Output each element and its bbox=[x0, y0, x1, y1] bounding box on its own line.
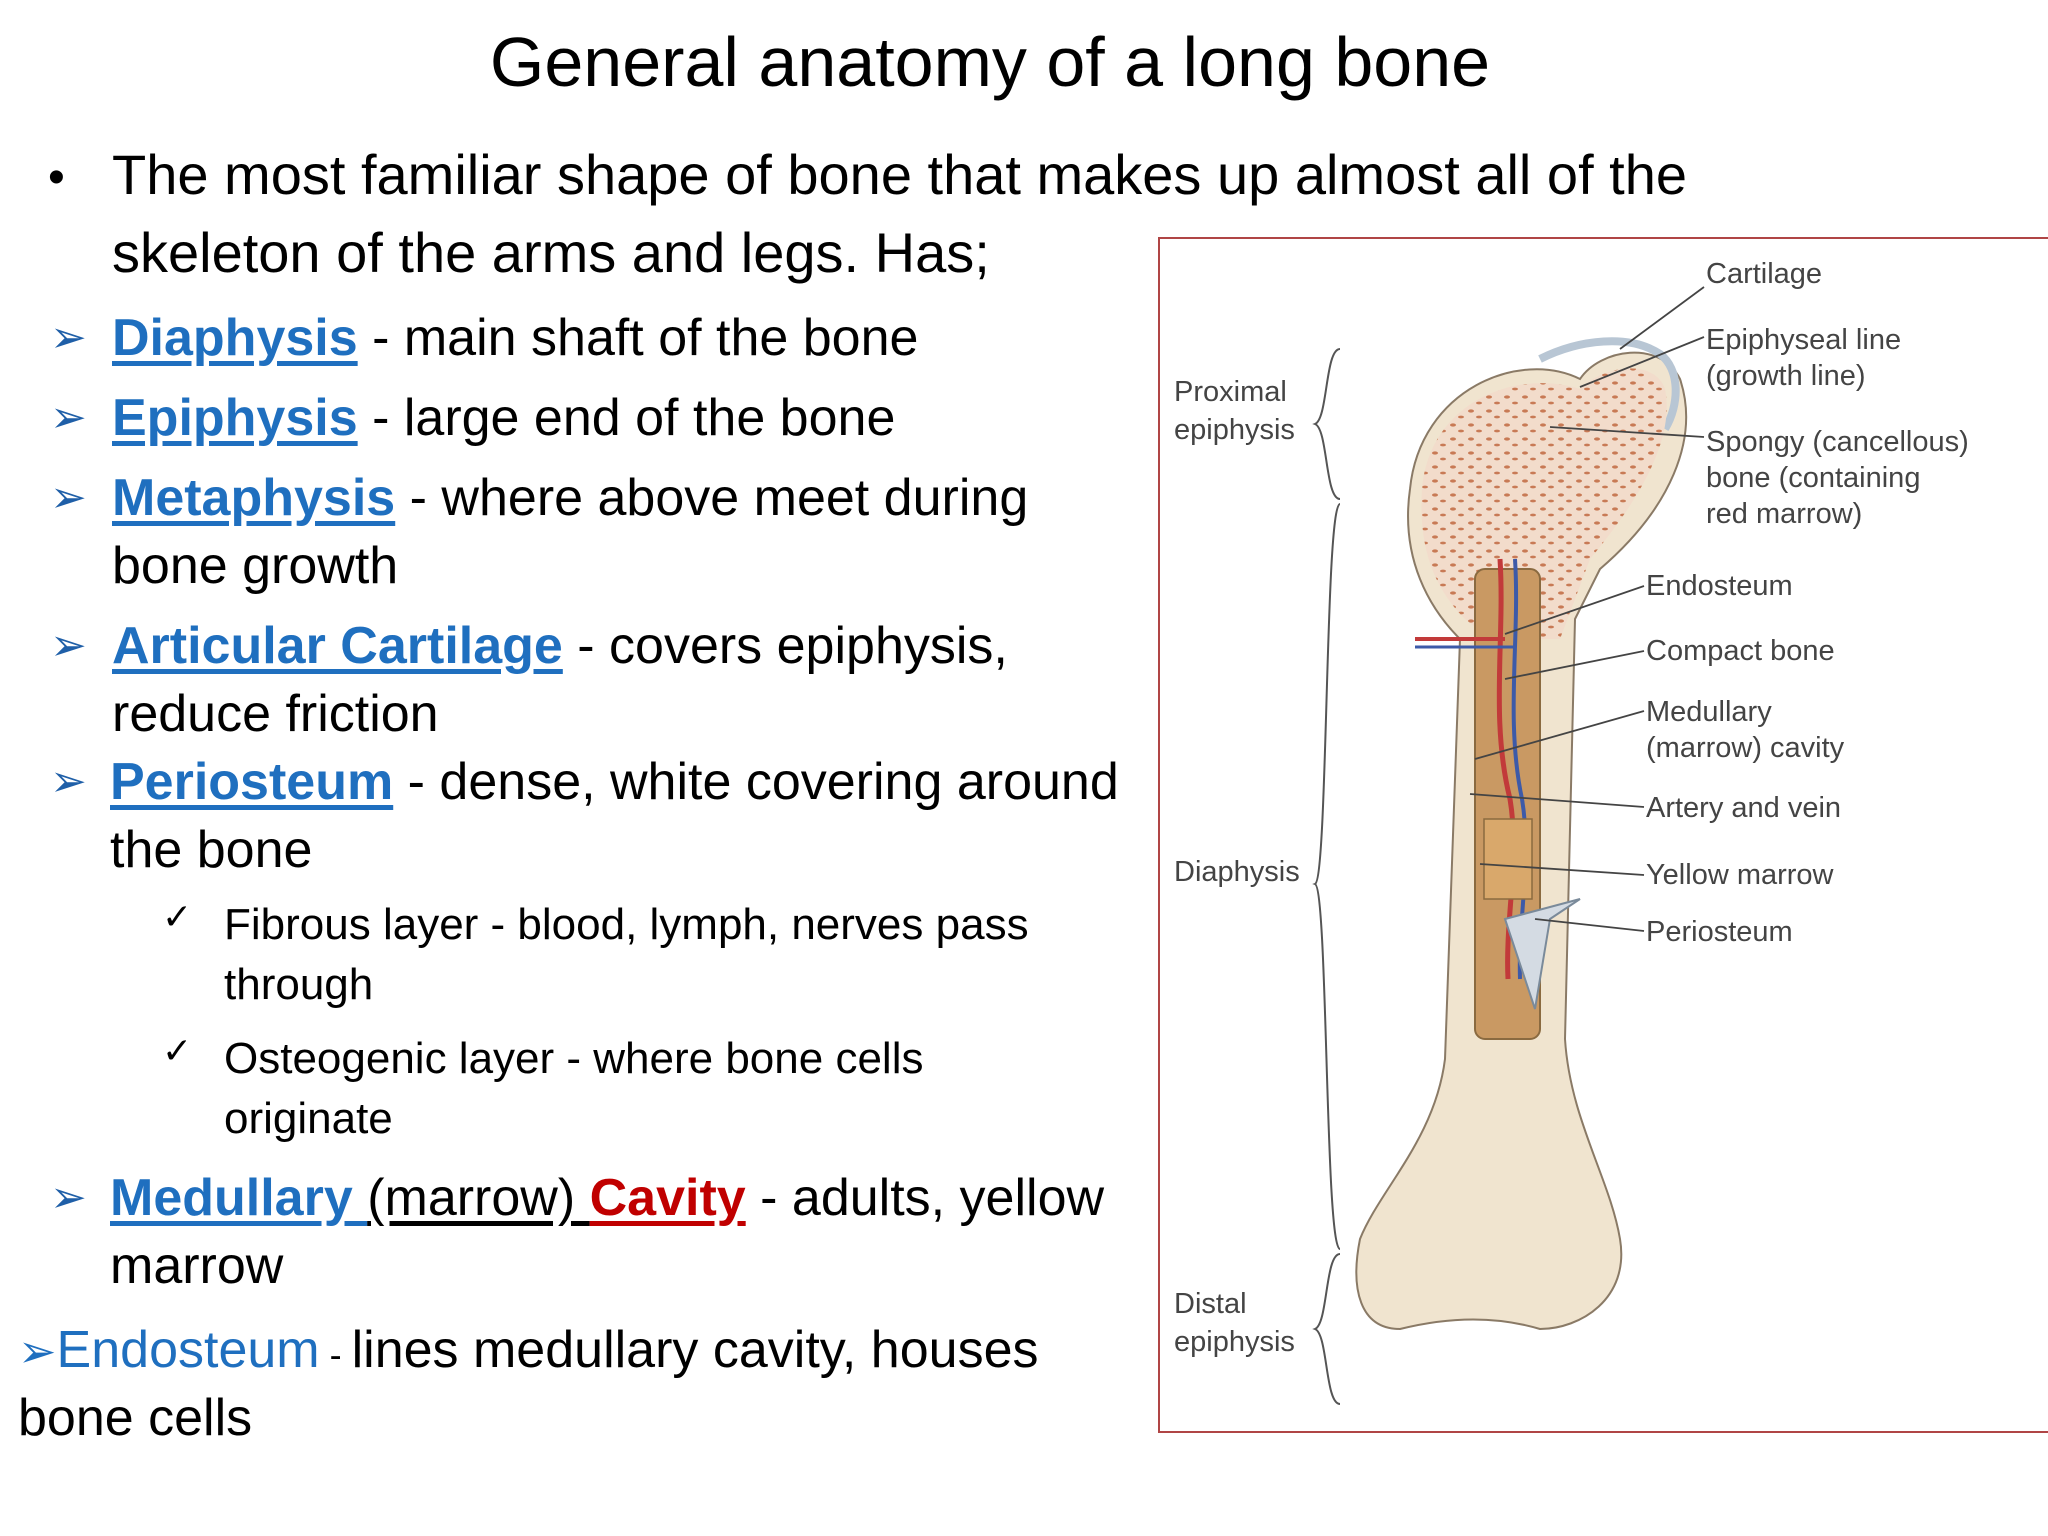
label-proximal-1: Proximal bbox=[1174, 376, 1287, 408]
brace-diaphysis bbox=[1315, 504, 1340, 1249]
desc-articular: - covers epiphysis, bbox=[562, 617, 1008, 675]
item-endosteum bbox=[18, 1320, 1039, 1380]
label-distal-1: Distal bbox=[1174, 1288, 1247, 1320]
term-cavity[interactable]: Cavity bbox=[589, 1169, 746, 1227]
label-diaphysis: Diaphysis bbox=[1174, 856, 1300, 888]
label-cartilage: Cartilage bbox=[1706, 258, 1823, 290]
arrow-bullet-icon: ➢ bbox=[18, 1325, 57, 1377]
desc-diaphysis: - main shaft of the bone bbox=[357, 309, 919, 367]
bullet-dot: • bbox=[48, 151, 65, 204]
item-articular bbox=[112, 616, 1008, 676]
term-metaphysis[interactable]: Metaphysis bbox=[112, 469, 396, 527]
arrow-bullet-icon: ➢ bbox=[50, 473, 87, 522]
intro-line-2: skeleton of the arms and legs. Has; bbox=[112, 221, 990, 284]
intro-line-1: The most familiar shape of bone that makes up almost all of the bbox=[112, 143, 1688, 206]
label-epiphyseal-line-2: (growth line) bbox=[1706, 360, 1866, 392]
label-epiphyseal-line-1: Epiphyseal line bbox=[1706, 324, 1902, 356]
item-fibrous-line-2: through bbox=[224, 960, 374, 1009]
item-endosteum-cont: bone cells bbox=[18, 1389, 253, 1447]
term-articular-cartilage[interactable]: Articular Cartilage bbox=[112, 617, 563, 675]
label-periosteum: Periosteum bbox=[1646, 916, 1793, 948]
label-proximal-2: epiphysis bbox=[1174, 414, 1295, 446]
item-metaphysis-cont: bone growth bbox=[112, 537, 399, 595]
arrow-bullet-icon: ➢ bbox=[50, 757, 87, 806]
item-periosteum-cont: the bone bbox=[110, 821, 313, 879]
endosteum-dash: - bbox=[319, 1334, 352, 1375]
item-osteogenic-line-2: originate bbox=[224, 1094, 393, 1143]
label-endosteum: Endosteum bbox=[1646, 570, 1793, 602]
label-spongy-3: red marrow) bbox=[1706, 498, 1863, 530]
desc-epiphysis: - large end of the bone bbox=[357, 389, 896, 447]
term-periosteum[interactable]: Periosteum bbox=[110, 753, 394, 811]
desc-endosteum: lines medullary cavity, houses bbox=[351, 1321, 1039, 1379]
slide-title: General anatomy of a long bone bbox=[489, 23, 1491, 101]
label-distal-2: epiphysis bbox=[1174, 1326, 1295, 1358]
checkmark-icon: ✓ bbox=[162, 1030, 193, 1071]
label-compact-bone: Compact bone bbox=[1646, 635, 1835, 667]
item-medullary-cont: marrow bbox=[110, 1237, 284, 1295]
term-epiphysis[interactable]: Epiphysis bbox=[112, 389, 358, 447]
item-medullary bbox=[110, 1168, 1104, 1228]
term-medullary-marrow: (marrow) bbox=[367, 1169, 590, 1227]
checkmark-icon: ✓ bbox=[162, 896, 193, 937]
arrow-bullet-icon: ➢ bbox=[50, 393, 87, 442]
term-medullary[interactable]: Medullary bbox=[110, 1169, 368, 1227]
desc-medullary: - adults, yellow bbox=[745, 1169, 1105, 1227]
item-osteogenic-line-1: Osteogenic layer - where bone cells bbox=[224, 1034, 924, 1083]
arrow-bullet-icon: ➢ bbox=[50, 1173, 87, 1222]
arrow-bullet-icon: ➢ bbox=[50, 313, 87, 362]
brace-proximal bbox=[1315, 349, 1340, 499]
item-fibrous-line-1: Fibrous layer - blood, lymph, nerves pass bbox=[224, 900, 1029, 949]
item-metaphysis bbox=[112, 468, 1028, 528]
desc-metaphysis: - where above meet during bbox=[395, 469, 1029, 527]
item-articular-cont: reduce friction bbox=[112, 685, 439, 743]
label-medullary-1: Medullary bbox=[1646, 696, 1772, 728]
label-artery-vein: Artery and vein bbox=[1646, 792, 1842, 824]
label-yellow-marrow: Yellow marrow bbox=[1646, 859, 1834, 891]
arrow-bullet-icon: ➢ bbox=[50, 621, 87, 670]
term-diaphysis[interactable]: Diaphysis bbox=[112, 309, 358, 367]
label-spongy-2: bone (containing bbox=[1706, 462, 1921, 494]
term-endosteum[interactable]: Endosteum bbox=[56, 1321, 320, 1379]
brace-distal bbox=[1315, 1254, 1340, 1404]
bone-figure bbox=[1158, 237, 2048, 1433]
desc-periosteum: - dense, white covering around bbox=[393, 753, 1119, 811]
long-bone-diagram bbox=[1160, 239, 2048, 1435]
item-diaphysis bbox=[112, 308, 918, 368]
yellow-marrow bbox=[1484, 819, 1532, 899]
item-periosteum bbox=[110, 752, 1119, 812]
label-medullary-2: (marrow) cavity bbox=[1646, 732, 1845, 764]
item-epiphysis bbox=[112, 388, 895, 448]
label-spongy-1: Spongy (cancellous) bbox=[1706, 426, 1969, 458]
